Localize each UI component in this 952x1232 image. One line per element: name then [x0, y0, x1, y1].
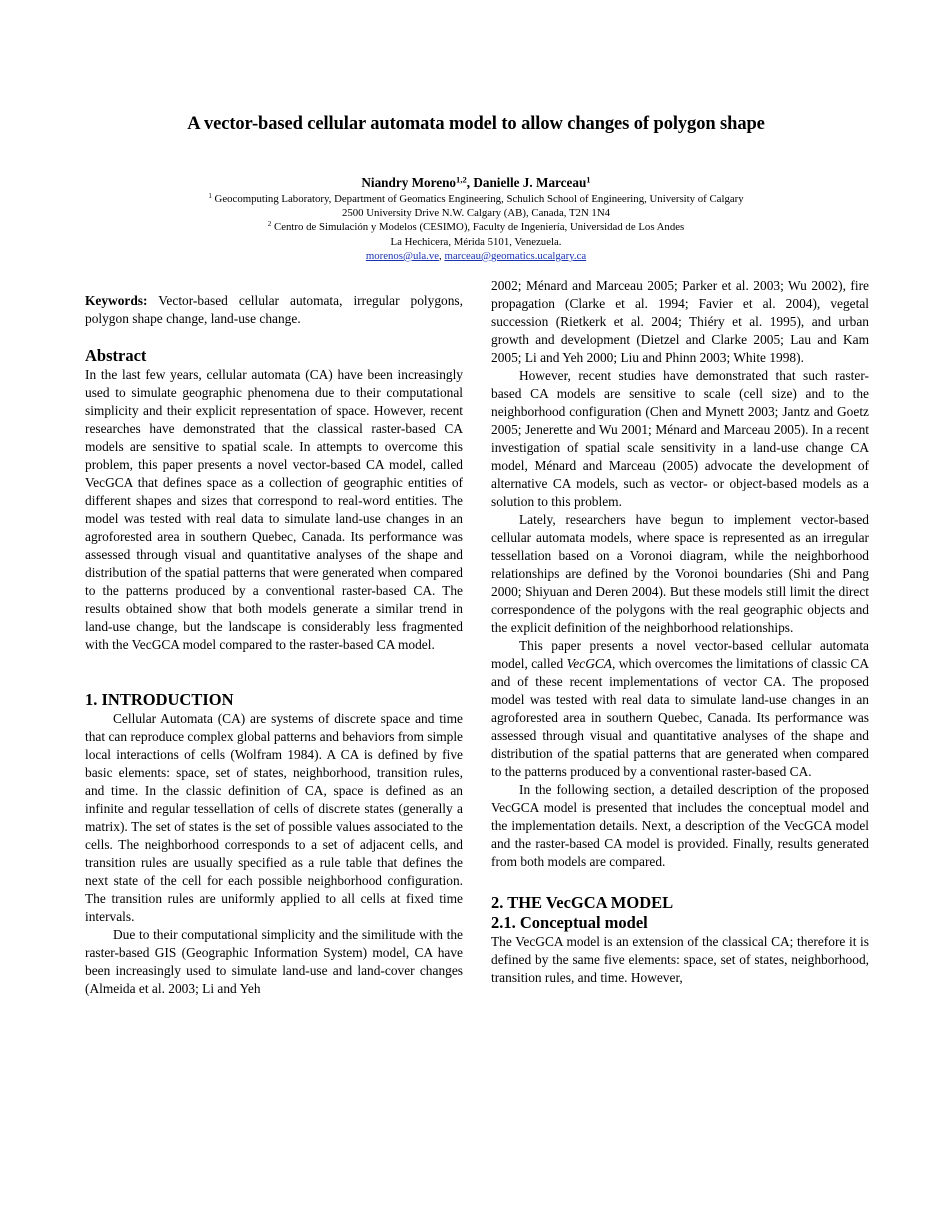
subsection-heading: 2.1. Conceptual model	[491, 913, 648, 932]
affiliation-2: $^2$ Centro de Simulación y Modelos (CESIMO), Faculty de Ingeniería, Universidad de Los Andes	[267, 220, 685, 234]
email-line: morenos@ula.ve, marceau@geomatics.ucalgary.ca	[365, 249, 587, 262]
paragraph: Cellular Automata (CA) are systems of discrete space and time that can reproduce complex global patterns and behaviors from simple local interactions of cells (Wolfram 1984). A CA is defined by five basic elements: space, set of states, neighborhood, transition rules, and time. In the classic definition of CA, space is defined as an infinite and regular tessellation of cells of discrete states (generally a matrix). The set of states is the set of possible values associated to the cells. The neighborhood corresponds to a set of adjacent cells, and transition rules are usually specified as a rule table that defines the next state of the cell for each possible neighborhood configuration. The transition rules are uniformly applied to all cells at fixed time intervals.	[85, 711, 463, 924]
model-name-italic: VecGCA	[566, 656, 612, 671]
author-name: Niandry Moreno	[361, 175, 457, 190]
abstract-heading: Abstract	[85, 346, 147, 365]
author-superscript: 1,2	[456, 174, 467, 185]
author-separator: ,	[466, 175, 474, 190]
paragraph: Lately, researchers have begun to implement vector-based cellular automata models, where space is represented as an irregular tessellation based on a Voronoi diagram, while the neighborhood relationships are defined by the Voronoi boundaries (Shi and Pang 2000; Shiyuan and Deren 2004). But these models still limit the direct correspondence of the polygons with the real geographic objects and the explicit definition of the neighborhood relationships.	[491, 512, 869, 635]
paragraph: However, recent studies have demonstrated that such raster-based CA models are sensitive to scale (cell size) and to the neighborhood configuration (Chen and Mynett 2003; Jantz and Goetz 2005; Jenerette and Wu 2001; Ménard and Marceau 2005). In a recent investigation of spatial scale sensitivity in a land-use change CA model, Ménard and Marceau (2005) advocate the development of alternative CA models, such as vector- or object-based models as a solution to this problem.	[491, 368, 869, 509]
paragraph: In the following section, a detailed description of the proposed VecGCA model is presented that includes the conceptual model and the implementation details. Next, a description of the VecGCA model and the raster-based CA model is provided. Finally, results generated from both models are compared.	[491, 782, 869, 869]
paper-title: A vector-based cellular automata model to allow changes of polygon shape	[187, 114, 765, 134]
section-heading: 1. INTRODUCTION	[85, 690, 234, 709]
section-heading: 2. THE VecGCA MODEL	[491, 893, 674, 912]
affiliation-2-address: La Hechicera, Mérida 5101, Venezuela.	[390, 235, 562, 248]
paragraph: 2002; Ménard and Marceau 2005; Parker et al. 2003; Wu 2002), fire propagation (Clarke et al. 1994; Favier et al. 2004), vegetal succession (Rietkerk et al. 2004; Thiéry et al. 1995), and urban growth and development (Dietzel and Clarke 2005; Lau and Kam 2005; Li and Yeh 2000; Liu and Phinn 2003; White 1998).	[491, 278, 869, 365]
left-column	[85, 292, 463, 998]
affiliation-1-address: 2500 University Drive N.W. Calgary (AB), Canada, T2N 1N4	[341, 207, 611, 220]
email-link[interactable]: morenos@ula.ve	[365, 249, 440, 262]
email-link[interactable]: marceau@geomatics.ucalgary.ca	[444, 249, 587, 262]
affiliations	[60, 192, 892, 263]
paragraph: The VecGCA model is an extension of the classical CA; therefore it is defined by the same five elements: space, set of states, neighborhood, transition rules, and time. However,	[491, 934, 869, 985]
paragraph: This paper presents a novel vector-based cellular automata model, called VecGCA, which overcomes the limitations of classic CA and of these recent implementations of vector CA. The proposed model was tested with real data to simulate land-use changes in an agroforested area in southern Quebec, Canada. Its performance was assessed through visual and quantitative analyses of the shape and distribution of the spatial patterns that are generated when compared to the patterns produced by a conventional raster-based CA.	[491, 638, 869, 779]
author-name: Danielle J. Marceau	[473, 175, 587, 190]
author-superscript: 1	[586, 174, 591, 185]
right-column	[491, 277, 869, 987]
author-line	[60, 174, 892, 192]
affiliation-1: $^1$ Geocomputing Laboratory, Department of Geomatics Engineering, Schulich School of Engineering, University of Calgary	[208, 192, 744, 205]
abstract-text: In the last few years, cellular automata (CA) have been increasingly used to simulate geographic phenomena due to their computational simplicity and their explicit representation of space. However, recent researches have demonstrated that the classical raster-based CA models are sensitive to spatial scale. In attempts to overcome this problem, this paper presents a novel vector-based CA model, called VecGCA that defines space as a collection of geographic entities of different shapes and sizes that correspond to real-word entities. The model was tested with real data to simulate land-use changes in an agroforested area in southern Quebec, Canada. Its performance was assessed through visual and quantitative analyses of the shape and distribution of the spatial patterns that were generated when compared to the patterns produced by a conventional raster-based CA. The results obtained show that both models generate a similar trend in land-use change, but the landscape is considerably less fragmented with the VecGCA model compared to the raster-based CA model.	[85, 367, 463, 652]
keywords: Keywords: Vector-based cellular automata, irregular polygons, polygon shape change, land-use change.	[85, 293, 463, 326]
paragraph: Due to their computational simplicity and the similitude with the raster-based GIS (Geographic Information System) model, CA have been increasingly used to simulate land-use and land-cover changes (Almeida et al. 2003; Li and Yeh	[85, 927, 463, 996]
